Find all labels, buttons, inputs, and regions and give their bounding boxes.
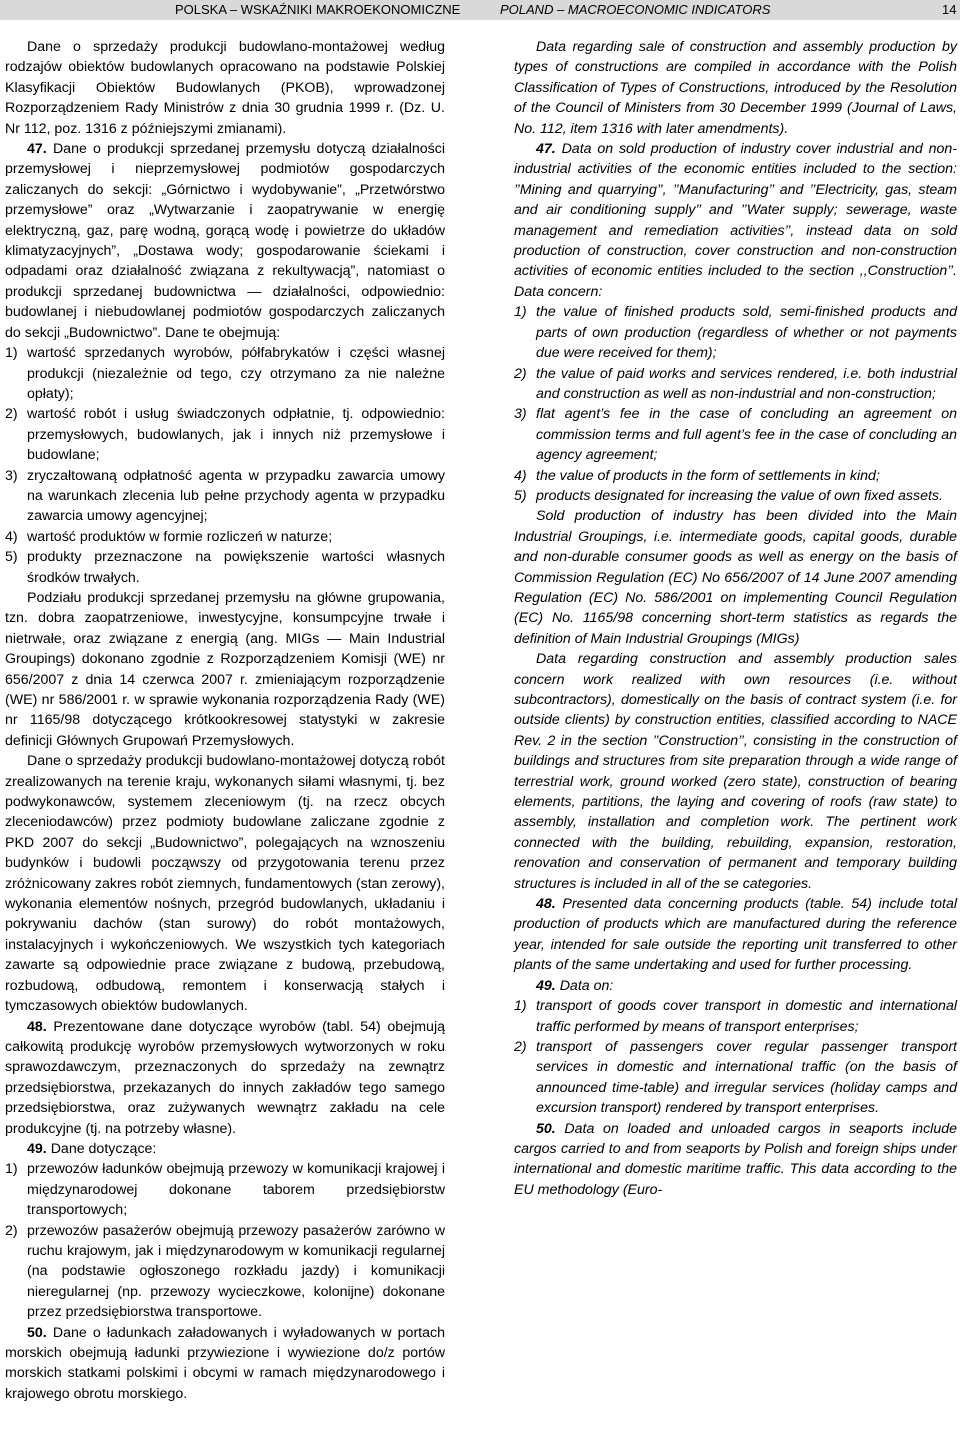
paragraph-text: Data on loaded and unloaded cargos in seaports include cargos carried to and from seaports by Polish and foreign ships under international and domestic maritime traffic. This data according to the EU methodology (Euro- <box>514 1120 957 1198</box>
list-marker: 2) <box>514 365 527 382</box>
list-item <box>5 466 445 527</box>
list-text: wartość robót i usług świadczonych odpłatnie, tj. odpowiednio: przemysłowych, budowlanych, jak i innych niż przemysłowe i budowlane; <box>27 406 445 464</box>
paragraph-50 <box>5 1323 445 1405</box>
page-number: 14 <box>942 2 957 17</box>
list-text: transport of goods cover transport in domestic and international traffic performed by means of transport enterprises; <box>536 998 957 1035</box>
list-47 <box>514 302 957 506</box>
list-item <box>5 1159 445 1220</box>
list-item <box>514 404 957 465</box>
list-text: transport of passengers cover regular passenger transport services in domestic and international traffic (on the basis of announced time-table) and irregular services (holiday camps and excursion transport) rendered by transport enterprises. <box>536 1038 957 1117</box>
paragraph-49 <box>514 976 957 996</box>
list-marker: 5) <box>514 487 527 504</box>
list-marker: 3) <box>5 467 18 484</box>
paragraph-intro: Data regarding sale of construction and assembly production by types of constructions are compiled in accordance with the Polish Classification of Types of Constructions, introduced by the Resolution of the Council of Ministers from 30 December 1999 (Journal of Laws, No. 112, item 1316 with later amendments). <box>514 39 957 137</box>
list-item <box>514 1037 957 1119</box>
list-marker: 2) <box>5 406 18 423</box>
list-marker: 1) <box>5 345 18 362</box>
paragraph-number: 48. <box>536 896 556 913</box>
page-header <box>0 0 960 20</box>
list-item <box>5 547 445 588</box>
list-item <box>514 486 957 506</box>
list-item <box>5 404 445 465</box>
list-marker: 2) <box>5 1222 18 1239</box>
header-title-en: POLAND – MACROECONOMIC INDICATORS <box>500 2 771 17</box>
list-marker: 4) <box>514 467 527 484</box>
list-marker: 5) <box>5 549 18 566</box>
list-item <box>5 343 445 404</box>
list-marker: 4) <box>5 528 18 545</box>
paragraph-text: Presented data concerning products (table. 54) include total production of products which are manufactured during the reference year, intended for sale outside the reporting unit transferred to other plants of the same undertaking and used for further processing. <box>514 896 957 974</box>
list-marker: 3) <box>514 406 527 423</box>
paragraph-intro: Dane o sprzedaży produkcji budowlano-montażowej według rodzajów obiektów budowlanych opracowano na podstawie Polskiej Klasyfikacji Obiektów Budowlanych (PKOB), wprowadzonej Rozporządzeniem Rady Ministrów z dnia 30 grudnia 1999 r. (Dz. U. Nr 112, poz. 1316 z późniejszymi zmianami). <box>5 39 445 137</box>
list-text: the value of paid works and services rendered, i.e. both industrial and construction as well as non-industrial and non-construction; <box>536 365 957 402</box>
english-column <box>514 37 957 1200</box>
list-marker: 2) <box>514 1038 527 1055</box>
paragraph-division: Sold production of industry has been divided into the Main Industrial Groupings, i.e. intermediate goods, capital goods, durable and non-durable consumer goods as well as energy on the basis of Commission Regulation (EC) No 656/2007 of 14 June 2007 amending Regulation (EC) No. 586/2001 on implementing Council Regulation (EC) No. 1165/98 concerning short-term statistics as regards the definition of Main Industrial Groupings (MIGs) <box>514 508 957 647</box>
list-text: the value of finished products sold, semi-finished products and parts of own production (regardless of whether or not payments due were received for them); <box>536 304 957 362</box>
paragraph-number: 49. <box>27 1140 47 1157</box>
paragraph-number: 47. <box>27 141 47 158</box>
header-title-pl: POLSKA – WSKAŹNIKI MAKROEKONOMICZNE <box>175 2 461 17</box>
list-item <box>514 996 957 1037</box>
list-item <box>514 302 957 363</box>
paragraph-construction: Data regarding construction and assembly production sales concern work realized with own resources (i.e. without subcontractors), domestically on the basis of contract system (i.e. for outside clients) by construction entities, classified according to NACE Rev. 2 in the section ’’Construction’’, consisting in the construction of buildings and structures from site preparation through a wide range of terrestrial work, ground worked (zero state), construction of bearing elements, partitions, the laying and covering of roofs (raw state) to assembly, installation and completion work. The pertinent work connected with the building, rebuilding, expansion, restoration, renovation and conservation of permanent and temporary building structures is included in all of the se categories. <box>514 651 957 892</box>
list-text: zryczałtowaną odpłatność agenta w przypadku zawarcia umowy na warunkach zlecenia lub pełne przychody agenta w przypadku zawarcia umowy agencyjnej; <box>27 467 445 525</box>
list-item <box>5 527 445 547</box>
list-item <box>514 466 957 486</box>
list-text: przewozów pasażerów obejmują przewozy pasażerów zarówno w ruchu krajowym, jak i międzynarodowym w komunikacji regularnej (na podstawie ogłoszonego rozkładu jazdy) i komunikacji nieregularnej (np. przewozy wycieczkowe, kolonijne) dokonane przez przedsiębiorstwa transportowe. <box>27 1222 445 1321</box>
paragraph-48 <box>514 894 957 976</box>
paragraph-number: 49. <box>536 977 556 994</box>
paragraph-text: Dane dotyczące: <box>50 1140 157 1157</box>
paragraph-text: Data on sold production of industry cover industrial and non-industrial activities of the economic entities included to the section: ’’Mining and quarrying’’, ’’Manufacturing’’ and ’’Electricity, gas, steam and air conditioning supply’’ and ’’Water supply; sewerage, waste management and remediation activities’’, instead data on sold production of construction, cover construction and non-construction activities of economic entities included to the section ,,Construction’’. Data concern: <box>514 141 957 300</box>
paragraph-text: Prezentowane dane dotyczące wyrobów (tabl. 54) obejmują całkowitą produkcję wyrobów przemysłowych wytworzonych w roku sprawozdawczym, przeznaczonych do sprzedaży na zewnątrz przedsiębiorstwa, przekazanych do innych zakładów tego samego przedsiębiorstwa, oraz zużywanych wewnątrz zakładu na cele produkcyjne (tj. na potrzeby własne). <box>5 1018 445 1137</box>
list-49 <box>5 1159 445 1322</box>
paragraph-text: Dane o produkcji sprzedanej przemysłu dotyczą działalności przemysłowej i nieprzemysłowej podmiotów gospodarczych zaliczanych do sekcji: „Górnictwo i wydobywanie”, „Przetwórstwo przemysłowe” oraz „Wytwarzanie i zaopatrywanie w energię elektryczną, gaz, parę wodną, gorącą wodę i powietrze do układów klimatyzacyjnych”, „Dostawa wody; gospodarowanie ściekami i odpadami oraz działalność związana z rekultywacją”, natomiast o produkcji sprzedanej budownictwa — działalności, odpowiednio: budowlanej i niebudowlanej podmiotów gospodarczych zaliczanych do sekcji „Budownictwo”. Dane te obejmują: <box>5 141 445 341</box>
list-text: produkty przeznaczone na powiększenie wartości własnych środków trwałych. <box>27 549 445 586</box>
paragraph-number: 50. <box>536 1120 556 1137</box>
paragraph-number: 48. <box>27 1018 47 1035</box>
paragraph-49 <box>5 1139 445 1159</box>
paragraph-text: Data on: <box>559 977 614 994</box>
list-text: products designated for increasing the value of own fixed assets. <box>536 487 943 504</box>
paragraph-47 <box>514 139 957 302</box>
paragraph-construction: Dane o sprzedaży produkcji budowlano-montażowej dotyczą robót zrealizowanych na terenie kraju, wykonanych siłami własnymi, tj. bez podwykonawców, systemem zleceniowym (tj. na rzecz obcych zleceniodawców) przez podmioty budowlane zaliczane zgodnie z PKD 2007 do sekcji „Budownictwo”, polegających na wznoszeniu budynków i budowli począwszy od przygotowania terenu przez zróżnicowany zakres robót ziemnych, fundamentowych (stan zerowy), wykonania elementów nośnych, przegród budowlanych, układaniu i pokrywaniu dachów (stan surowy) do robót montażowych, instalacyjnych i wykończeniowych. We wszystkich tych kategoriach zawarte są odpowiednie prace związane z budową, przebudową, rozbudową, odbudową, remontem i konserwacją stałych i tymczasowych obiektów budowlanych. <box>5 753 445 1015</box>
list-marker: 1) <box>514 304 527 321</box>
list-text: przewozów ładunków obejmują przewozy w komunikacji krajowej i międzynarodowej dokonane taborem przedsiębiorstw transportowych; <box>27 1161 445 1219</box>
list-text: flat agent’s fee in the case of concluding an agreement on commission terms and full agent’s fee in the case of concluding an agency agreement; <box>536 406 957 464</box>
list-marker: 1) <box>514 998 527 1015</box>
paragraph-number: 47. <box>536 141 556 158</box>
list-47 <box>5 343 445 588</box>
paragraph-50 <box>514 1119 957 1201</box>
list-text: the value of products in the form of settlements in kind; <box>536 467 880 484</box>
paragraph-47 <box>5 139 445 343</box>
paragraph-text: Dane o ładunkach załadowanych i wyładowanych w portach morskich obejmują ładunki przywiezione i wywiezione do/z portów morskich statkami polskimi i obcymi w ramach międzynarodowego i krajowego obrotu morskiego. <box>5 1324 445 1402</box>
polish-column <box>5 37 445 1404</box>
list-49 <box>514 996 957 1118</box>
list-item <box>5 1221 445 1323</box>
paragraph-number: 50. <box>27 1324 47 1341</box>
paragraph-48 <box>5 1017 445 1139</box>
paragraph-division: Podziału produkcji sprzedanej przemysłu na główne grupowania, tzn. dobra zaopatrzeniowe, inwestycyjne, konsumpcyjne trwałe i nietrwałe, oraz związane z energią (ang. MIGs — Main Industrial Groupings) dokonano zgodnie z Rozporządzeniem Komisji (WE) nr 656/2007 z dnia 14 czerwca 2007 r. zmieniającym rozporządzenie (WE) nr 586/2001 r. w sprawie wykonania rozporządzenia Rady (WE) nr 1165/98 dotyczącego krótkookresowej statystyki w zakresie definicji Głównych Grupowań Przemysłowych. <box>5 589 445 749</box>
list-item <box>514 364 957 405</box>
list-text: wartość sprzedanych wyrobów, półfabrykatów i części własnej produkcji (niezależnie od tego, czy otrzymano za nie należne opłaty); <box>27 345 445 402</box>
list-marker: 1) <box>5 1161 18 1178</box>
list-text: wartość produktów w formie rozliczeń w naturze; <box>27 528 333 545</box>
